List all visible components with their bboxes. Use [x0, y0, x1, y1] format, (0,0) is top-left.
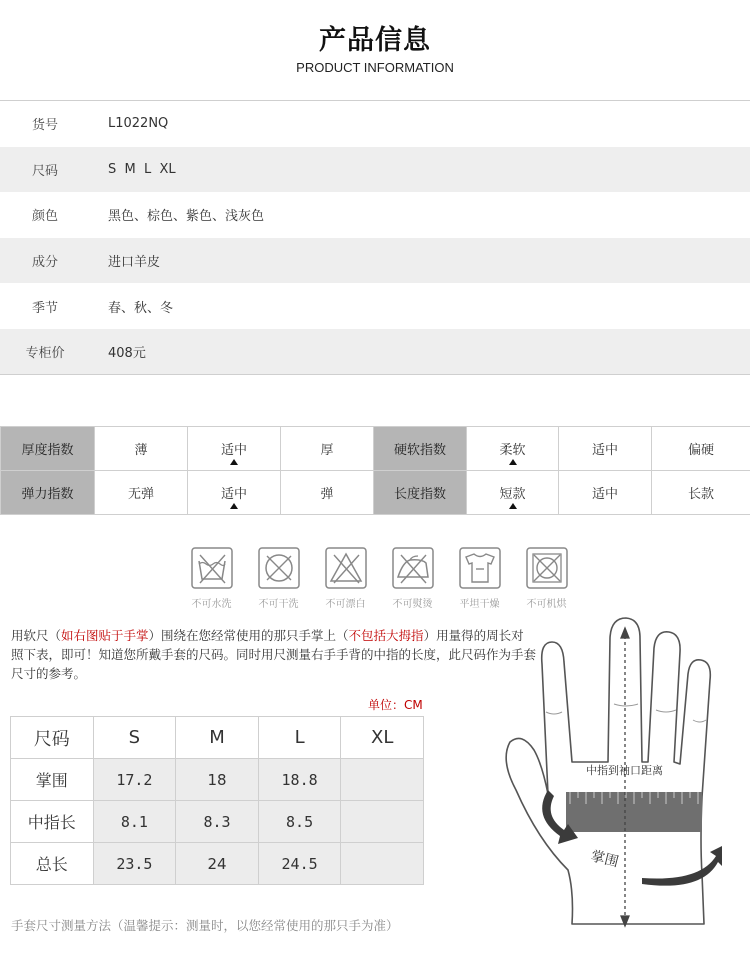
care-item: [379, 547, 446, 610]
size-cell: 23.5: [93, 843, 176, 885]
info-label: 尺码: [31, 163, 58, 179]
size-header-cell: M: [176, 717, 259, 759]
page-title: 产品信息: [319, 25, 431, 56]
info-label: 成分: [31, 255, 58, 271]
elastic-option: 弹: [281, 471, 374, 515]
info-value: 进口羊皮: [108, 255, 161, 271]
info-label: 专柜价: [25, 346, 65, 362]
info-value: 春、秋、冬: [108, 300, 174, 316]
no-dry-clean-icon: [258, 547, 300, 589]
index-row-elastic: [1, 471, 750, 515]
size-cell: [341, 843, 424, 885]
size-header-cell: S: [93, 717, 176, 759]
softness-option: 柔软: [467, 427, 559, 471]
info-value: L1022NQ: [108, 116, 169, 132]
hand-diagram: [490, 612, 748, 937]
size-header-cell: L: [258, 717, 341, 759]
length-label: 长度指数: [374, 471, 467, 515]
info-row-material: [0, 238, 750, 284]
selected-marker-icon: [509, 459, 517, 465]
elastic-label: 弹力指数: [1, 471, 95, 515]
no-iron-icon: [392, 547, 434, 589]
tape-measure-icon: [566, 792, 702, 832]
unit-label: 单位：CM: [368, 698, 423, 712]
length-option: 适中: [559, 471, 652, 515]
index-table: [0, 426, 750, 515]
size-cell: [341, 801, 424, 843]
measure-instructions: [11, 626, 536, 683]
elastic-option: 无弹: [95, 471, 188, 515]
selected-marker-icon: [230, 503, 238, 509]
palm-label: 掌围: [589, 848, 621, 871]
softness-label: 硬软指数: [374, 427, 467, 471]
divider: [0, 374, 750, 375]
table-row: [11, 759, 424, 801]
section-header: [0, 24, 750, 75]
table-row: [11, 801, 424, 843]
footer-note: 手套尺寸测量方法（温馨提示：测量时，以您经常使用的那只手为准）: [11, 918, 399, 933]
size-cell: [341, 759, 424, 801]
measure-text-part: 用软尺（: [11, 628, 62, 643]
thickness-option: 厚: [281, 427, 374, 471]
size-cell: 24.5: [258, 843, 341, 885]
care-item: [312, 547, 379, 610]
no-tumble-dry-icon: [526, 547, 568, 589]
care-item: [513, 547, 580, 610]
care-label: 不可水洗: [191, 599, 232, 610]
info-label: 货号: [31, 118, 58, 134]
size-cell: 8.1: [93, 801, 176, 843]
care-item: [245, 547, 312, 610]
info-label: 颜色: [31, 209, 58, 225]
info-row-size: [0, 147, 750, 193]
measure-highlight: 如右图贴于手掌: [61, 628, 149, 643]
care-label: 不可漂白: [325, 599, 366, 610]
measure-highlight: 不包括大拇指: [348, 628, 424, 643]
no-bleach-icon: [325, 547, 367, 589]
length-option: 短款: [467, 471, 559, 515]
care-item: [178, 547, 245, 610]
length-option: 长款: [652, 471, 750, 515]
size-cell: 18.8: [258, 759, 341, 801]
info-row-color: [0, 192, 750, 238]
size-header-cell: XL: [341, 717, 424, 759]
info-value: 408元: [108, 346, 146, 362]
info-label: 季节: [31, 300, 58, 316]
care-icons: [178, 547, 580, 610]
size-row-label: 掌围: [11, 759, 94, 801]
selected-marker-icon: [230, 459, 238, 465]
size-cell: 24: [176, 843, 259, 885]
care-item: [446, 547, 513, 610]
size-row-label: 中指长: [11, 801, 94, 843]
size-table: [10, 716, 424, 885]
size-cell: 8.3: [176, 801, 259, 843]
softness-option: 偏硬: [652, 427, 750, 471]
info-row-price: [0, 329, 750, 375]
info-row-item-no: [0, 101, 750, 147]
measure-text-part: ）围绕在您经常使用的那只手掌上（: [148, 628, 349, 643]
info-value: 黑色、棕色、紫色、浅灰色: [108, 209, 265, 225]
care-label: 不可机烘: [526, 599, 567, 610]
measure-text-part: ）用量得的周长对照下表，即可！知道您所戴手套的尺码。同时用尺测量右手手背的中指的长度，此尺码作为手套尺寸的参考。: [11, 628, 537, 681]
info-value: S M L XL: [108, 161, 176, 177]
size-cell: 8.5: [258, 801, 341, 843]
selected-marker-icon: [509, 503, 517, 509]
elastic-option: 适中: [188, 471, 281, 515]
size-table-header: [11, 717, 424, 759]
page-subtitle: PRODUCT INFORMATION: [296, 60, 454, 75]
thickness-label: 厚度指数: [1, 427, 95, 471]
size-cell: 18: [176, 759, 259, 801]
thickness-option: 薄: [95, 427, 188, 471]
care-label: 平坦干燥: [459, 599, 500, 610]
flat-dry-icon: [459, 547, 501, 589]
size-cell: 17.2: [93, 759, 176, 801]
care-label: 不可熨烫: [392, 599, 433, 610]
no-wash-icon: [191, 547, 233, 589]
softness-option: 适中: [559, 427, 652, 471]
care-label: 不可干洗: [258, 599, 299, 610]
info-row-season: [0, 283, 750, 329]
index-row-thickness: [1, 427, 750, 471]
thickness-option: 适中: [188, 427, 281, 471]
product-info-table: [0, 100, 750, 375]
size-row-label: 总长: [11, 843, 94, 885]
finger-length-label: 中指到袖口距离: [586, 764, 663, 777]
size-header-cell: 尺码: [11, 717, 94, 759]
table-row: [11, 843, 424, 885]
